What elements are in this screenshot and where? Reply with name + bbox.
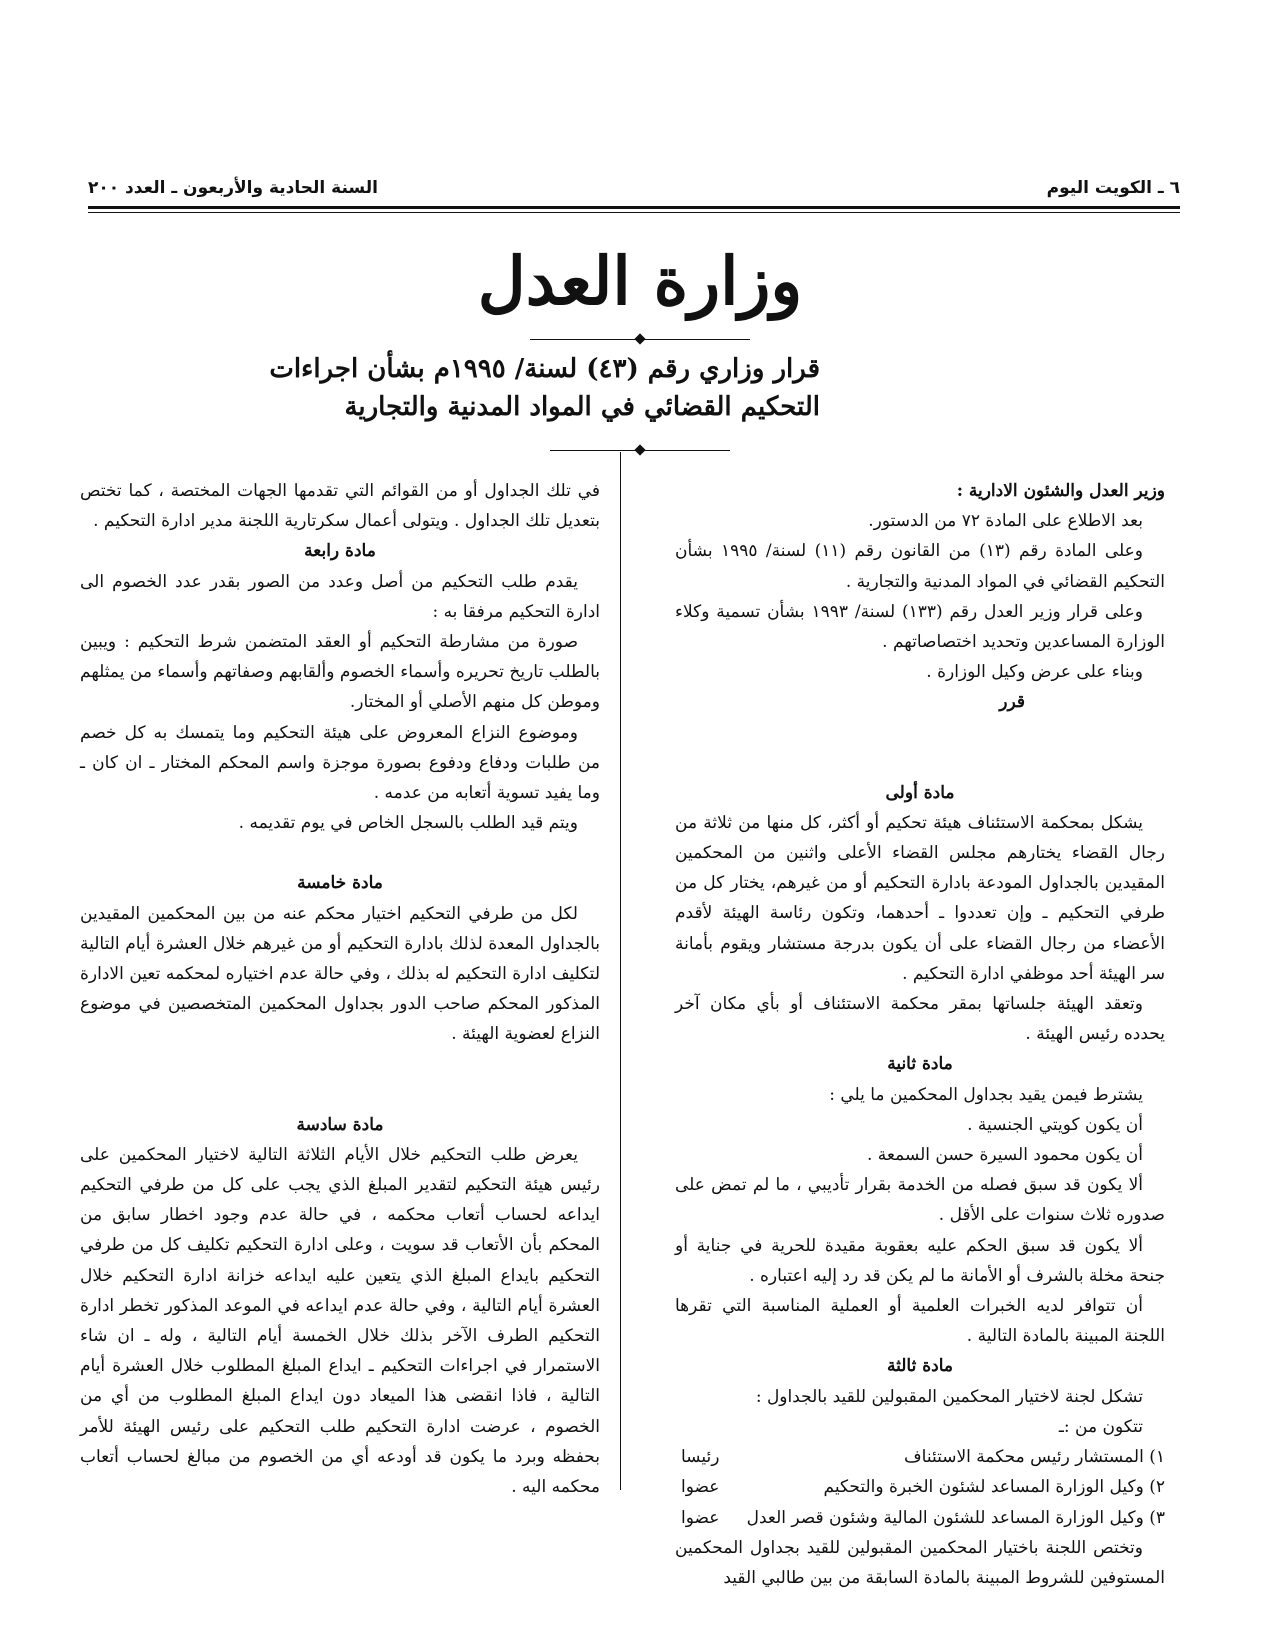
- article-paragraph: يشترط فيمن يقيد بجداول المحكمين ما يلي :: [829, 1084, 1143, 1105]
- committee-member-role: عضوا: [681, 1507, 720, 1528]
- preamble-line: وعلى قرار وزير العدل رقم (١٣٣) لسنة/ ١٩٩٣ بشأن تسمية وكلاء الوزارة المساعدين وتحديد اختصاصاتهم .: [675, 601, 1165, 653]
- article-paragraph: يقدم طلب التحكيم من أصل وعدد من الصور بقدر عدد الخصوم الى ادارة التحكيم مرفقا به :: [80, 571, 600, 622]
- article-paragraph: وموضوع النزاع المعروض على هيئة التحكيم وما يتمسك به كل خصم من طلبات ودفاع ودفوع بصورة موجزة واسم المحكم المختار ـ ان كان ـ وما يفيد تسوية أتعابه من عدمه .: [80, 722, 600, 804]
- left-column: [80, 476, 600, 1502]
- decided-label: قرر: [999, 692, 1025, 713]
- committee-member-role: عضوا: [681, 1477, 720, 1498]
- ornament-divider: [550, 445, 730, 455]
- running-header: [88, 178, 1180, 204]
- article-paragraph: لكل من طرفي التحكيم اختيار محكم عنه من بين المحكمين المقيدين بالجداول المعدة لذلك بادارة التحكيم أو من غيرهم خلال العشرة أيام التالية لتكليف ادارة التحكيم له بذلك ، وفي حالة عدم اختياره لمحكمه تعين الادارة المذكور المحكم صاحب الدور بجداول المحكمين المتخصصين في موضوع النزاع لعضوية الهيئة .: [80, 903, 600, 1045]
- committee-member: [675, 1503, 1165, 1533]
- condition-item: أن تتوافر لديه الخبرات العلمية أو العملية المناسبة التي تقرها اللجنة المبينة بالمادة التالية .: [675, 1296, 1165, 1347]
- article-heading: مادة سادسة: [296, 1114, 384, 1135]
- article-paragraph: صورة من مشارطة التحكيم أو العقد المتضمن شرط التحكيم : ويبين بالطلب تاريخ تحريره وأسماء الخصوم وألقابهم وصفاتهم وأسماء من يمثلهم وموطن كل منهم الأصلي أو المختار.: [80, 632, 600, 713]
- condition-item: أن يكون محمود السيرة حسن السمعة .: [867, 1145, 1143, 1166]
- decree-title: [260, 350, 820, 426]
- article-paragraph: وتعقد الهيئة جلساتها بمقر محكمة الاستئناف أو بأي مكان آخر يحدده رئيس الهيئة .: [675, 994, 1165, 1045]
- decree-title-line: التحكيم القضائي في المواد المدنية والتجارية: [344, 392, 820, 422]
- ornament-divider: [530, 334, 750, 344]
- page-number-and-paper: ٦ ـ الكويت اليوم: [1046, 178, 1180, 198]
- preamble-line: بعد الاطلاع على المادة ٧٢ من الدستور.: [868, 511, 1143, 532]
- article-paragraph: تتكون من :ـ: [1058, 1416, 1143, 1437]
- preamble-line: وعلى المادة رقم (١٣) من القانون رقم (١١) لسنة/ ١٩٩٥ بشأن التحكيم القضائي في المواد المدنية والتجارية .: [675, 541, 1165, 592]
- column-divider: [620, 452, 621, 1490]
- article-paragraph: وتختص اللجنة باختيار المحكمين المقبولين للقيد بجداول المحكمين المستوفين للشروط المبينة بالمادة السابقة من بين طالبي القيد: [675, 1537, 1165, 1588]
- article-heading: مادة أولى: [885, 782, 955, 803]
- ministry-calligraphy-title: وزارة العدل: [477, 242, 803, 320]
- committee-member-role: رئيسا: [681, 1447, 720, 1468]
- committee-member-name: ٣) وكيل الوزارة المساعد للشئون المالية وشئون قصر العدل: [746, 1507, 1165, 1528]
- continuation-paragraph: في تلك الجداول أو من القوائم التي تقدمها الجهات المختصة ، كما تختص بتعديل تلك الجداول . ويتولى أعمال سكرتارية اللجنة مدير ادارة التحكيم .: [80, 481, 600, 532]
- committee-member: [675, 1472, 1165, 1502]
- committee-member-name: ١) المستشار رئيس محكمة الاستئناف: [904, 1447, 1165, 1468]
- committee-member: [675, 1442, 1165, 1472]
- minister-heading: وزير العدل والشئون الادارية :: [956, 481, 1165, 501]
- year-and-issue: السنة الحادية والأربعون ـ العدد ٢٠٠: [88, 178, 378, 198]
- article-paragraph: تشكل لجنة لاختيار المحكمين المقبولين للقيد بالجداول :: [755, 1386, 1143, 1407]
- article-heading: مادة رابعة: [304, 541, 376, 562]
- article-paragraph: ويتم قيد الطلب بالسجل الخاص في يوم تقديمه .: [238, 813, 578, 834]
- condition-item: ألا يكون قد سبق الحكم عليه بعقوبة مقيدة للحرية في جناية أو جنحة مخلة بالشرف أو الأمانة ما لم يكن قد رد إليه اعتباره .: [675, 1235, 1165, 1286]
- article-paragraph: يعرض طلب التحكيم خلال الأيام الثلاثة التالية لاختيار المحكمين على رئيس هيئة التحكيم لتقدير المبلغ الذي يجب على كل من طرفي التحكيم ايداعه لحساب أتعاب محكمه ، في حالة عدم وجود اخطار سابق من المحكم بأن الأتعاب قد سويت ، وعلى ادارة التحكيم تكليف كل من طرفي التحكيم بايداع المبلغ الذي يتعين عليه ايداعه خزانة ادارة التحكيم خلال العشرة أيام التالية ، وفي حالة عدم ايداعه في الموعد المذكور تخطر ادارة التحكيم الطرف الآخر بذلك خلال الخمسة أيام التالية ، وله ـ ان شاء الاستمرار في اجراءات التحكيم ـ ايداع المبلغ المطلوب خلال العشرة أيام التالية ، فاذا انقضى هذا الميعاد دون ايداع المبلغ المطلوب من أي من الخصوم ، عرضت ادارة التحكيم طلب التحكيم على رئيس الهيئة للأمر بحفظه وبرد ما يكون قد أودعه أي من الخصوم من مبالغ لحساب أتعاب محكمه اليه .: [80, 1144, 600, 1498]
- article-heading: مادة ثانية: [887, 1054, 953, 1075]
- header-rule: [88, 206, 1180, 209]
- header-rule-thin: [88, 212, 1180, 213]
- article-heading: مادة ثالثة: [886, 1356, 954, 1377]
- article-heading: مادة خامسة: [297, 873, 383, 894]
- article-paragraph: يشكل بمحكمة الاستئناف هيئة تحكيم أو أكثر، كل منها من ثلاثة من رجال القضاء يختارهم مجلس القضاء الأعلى واثنين من المحكمين المقيدين بالجداول المودعة بادارة التحكيم أو من غيرهم، يختار كل من طرفي التحكيم ـ وإن تعددوا ـ أحدهما، وتكون رئاسة الهيئة لأقدم الأعضاء من رجال القضاء على أن يكون بدرجة مستشار ويقوم بأمانة سر الهيئة أحد موظفي ادارة التحكيم .: [675, 812, 1165, 984]
- decree-title-line: قرار وزاري رقم (٤٣) لسنة/ ١٩٩٥م بشأن اجراءات: [269, 354, 820, 384]
- condition-item: أن يكون كويتي الجنسية .: [967, 1114, 1143, 1135]
- committee-member-name: ٢) وكيل الوزارة المساعد لشئون الخبرة والتحكيم: [823, 1477, 1165, 1498]
- condition-item: ألا يكون قد سبق فصله من الخدمة بقرار تأديبي ، ما لم تمض على صدوره ثلاث سنوات على الأقل .: [675, 1175, 1165, 1226]
- preamble-line: وبناء على عرض وكيل الوزارة .: [926, 662, 1143, 683]
- right-column: [675, 476, 1165, 1593]
